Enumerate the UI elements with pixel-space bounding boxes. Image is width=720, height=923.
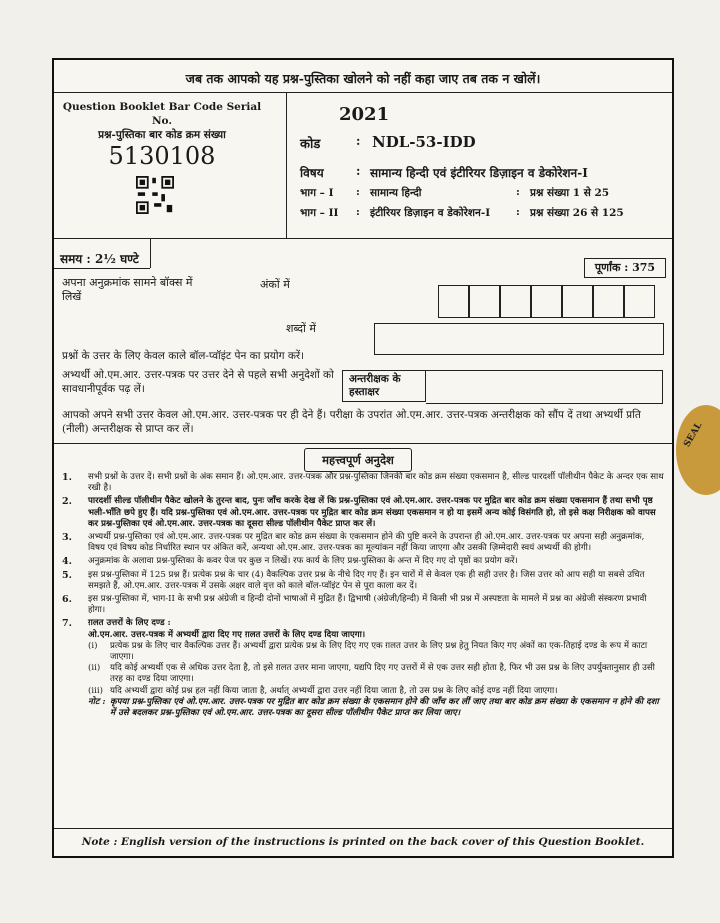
divider — [286, 92, 287, 238]
roll-digit-box[interactable] — [438, 285, 469, 318]
roll-digit-box[interactable] — [593, 285, 624, 318]
question-booklet-cover — [52, 58, 674, 858]
roll-words-box[interactable] — [374, 323, 664, 355]
colon: : — [356, 164, 361, 178]
divider — [54, 828, 672, 829]
instruction-item: 7. ग़लत उत्तरों के लिए दण्ड : ओ.एम.आर. उत्तर-पत्रक में अभ्यर्थी द्वारा दिए गए ग़लत उत्तरों के लिए दण्ड दिया जाएगा। (i) प्रत्येक प्रश्न के लिए चार वैकल्पिक उत्तर हैं। अभ्यर्थी द्वारा प्रत्येक प्रश्न के लिए दिए गए एक ग़लत उत्तर के लिए प्रश्न हेतु नियत किए गए अंकों का एक-तिहाई दण्ड के रूप में काटा जाएगा। (ii) यदि कोई अभ्यर्थी एक से अधिक उत्तर देता है, तो इसे ग़लत उत्तर माना जाएगा, यद्यपि दिए गए उत्तरों में से एक उत्तर सही होता है, फिर भी उस प्रश्न के लिए उपर्युक्तानुसार ही उसी तरह का दण्ड दिया जाएगा। (iii) यदि अभ्यर्थी द्वारा कोई प्रश्न हल नहीं किया जाता है, अर्थात् अभ्यर्थी द्वारा उत्तर नहीं दिया जाता है, तो उस प्रश्न के लिए कोई दण्ड नहीं दिया जाएगा। नोट : कृपया प्रश्न-पुस्तिका एवं ओ.एम.आर. उत्तर-पत्रक पर मुद्रित बार कोड क्रम संख्या के एकसमान होने की जाँच कर लीं जाए तथा बार कोड क्रम संख्या के एकसमान न होने की दशा में उसे बदलकर प्रश्न-पुस्तिका एवं ओ.एम.आर. उत्तर-पत्रक का दूसरा सील्ड पॉलीथीन पैकेट प्राप्त कर लिया जाए। — [60, 618, 664, 719]
part2-value: इंटीरियर डिज़ाइन व डेकोरेशन-I — [370, 207, 491, 219]
seal-text: SEAL — [682, 420, 705, 450]
omr-submit-note: आपको अपने सभी उत्तर केवल ओ.एम.आर. उत्तर-पत्रक पर ही देने हैं। परीक्षा के उपरांत ओ.एम.आर. उत्तर-पत्रक अन्तरीक्षक को सौंप दें तथा अभ्यर्थी प्रति (नीली) अन्तरीक्षक से प्राप्त कर लें। — [62, 409, 641, 435]
roll-digit-box[interactable] — [624, 285, 655, 318]
note-block: नोट : कृपया प्रश्न-पुस्तिका एवं ओ.एम.आर. उत्तर-पत्रक पर मुद्रित बार कोड क्रम संख्या के एकसमान होने की जाँच कर लीं जाए तथा बार कोड क्रम संख्या के एकसमान न होने की दशा में उसे बदलकर प्रश्न-पुस्तिका एवं ओ.एम.आर. उत्तर-पत्रक का दूसरा सील्ड पॉलीथीन पैकेट प्राप्त कर लिया जाए। — [88, 696, 659, 719]
instruction-item: 1. सभी प्रश्नों के उत्तर दें। सभी प्रश्नों के अंक समान हैं। ओ.एम.आर. उत्तर-पत्रक और प्रश्न-पुस्तिका जिनकी बार कोड क्रम संख्या एकसमान है, सील्ड पारदर्शी पॉलीथीन पैकेट के अन्दर एक साथ रखी है। — [62, 472, 664, 494]
penalty-intro: ओ.एम.आर. उत्तर-पत्रक में अभ्यर्थी द्वारा दिए गए ग़लत उत्तरों के लिए दण्ड दिया जाएगा। — [88, 629, 366, 640]
instruction-item: 4. अनुक्रमांक के अलावा प्रश्न-पुस्तिका के कवर पेज पर कुछ न लिखें। रफ कार्य के लिए प्रश्न-पुस्तिका के अन्त में दिए गए दो पृष्ठों का प्रयोग करें। — [62, 556, 518, 568]
pen-note: प्रश्नों के उत्तर के लिए केवल काले बॉल-प्वॉइंट पेन का प्रयोग करें। — [62, 350, 305, 362]
barcode-heading — [62, 100, 262, 142]
colon: : — [356, 186, 360, 198]
divider — [54, 268, 150, 269]
instruction-item: 2. पारदर्शी सील्ड पॉलीथीन पैकेट खोलने के तुरन्त बाद, पुनः जाँच करके देख लें कि प्रश्न-पुस्तिका एवं ओ.एम.आर. उत्तर-पत्रक पर मुद्रित बार कोड क्रम संख्या एकसमान हैं तथा सभी पृष्ठ भली-भाँति छपे हुए हैं। यदि प्रश्न-पुस्तिका एवं ओ.एम.आर. उत्तर-पत्रक पर मुद्रित बार कोड क्रम संख्या एकसमान न हो या इसमें अन्य कोई विसंगति हो, तो इसे कक्ष निरीक्षक को वापस कर प्रश्न-पुस्तिका एवं ओ.एम.आर. उत्तर-पत्रक का दूसरा सील्ड पॉलीथीन पैकेट प्राप्त कर लें। — [62, 496, 656, 529]
colon: : — [356, 206, 360, 218]
code-value: NDL-53-IDD — [372, 133, 476, 151]
divider — [150, 238, 151, 268]
qr-code-icon — [136, 176, 174, 214]
subject-value: सामान्य हिन्दी एवं इंटीरियर डिज़ाइन व डेकोरेशन-I — [370, 166, 588, 180]
colon: : — [356, 134, 361, 148]
part2-label: भाग – II — [300, 207, 339, 219]
exam-year: 2021 — [339, 104, 390, 125]
time-allowed: समय : 2½ घण्टे — [60, 252, 139, 266]
colon: : — [516, 186, 520, 198]
roll-number-prompt: अपना अनुक्रमांक सामने बॉक्स में लिखें — [62, 276, 193, 303]
part2-range: प्रश्न संख्या 26 से 125 — [530, 207, 624, 219]
instruction-item: 5. इस प्रश्न-पुस्तिका में 125 प्रश्न हैं। प्रत्येक प्रश्न के चार (4) वैकल्पिक उत्तर प्रश्न के नीचे दिए गए हैं। इन चारों में से केवल एक ही सही उत्तर है। जिस उत्तर को आप सही या सबसे उचित समझते हैं, ओ.एम.आर. उत्तर-पत्रक में उसके अक्षर वाले वृत्त को काले बॉल-प्वॉइंट पेन से पूरा काला कर दें। — [62, 569, 645, 591]
seal-sticker — [676, 405, 720, 495]
barcode-heading-en: Question Booklet Bar Code Serial No. — [62, 101, 262, 127]
part1-range: प्रश्न संख्या 1 से 25 — [530, 187, 610, 199]
penalty-item: (i) प्रत्येक प्रश्न के लिए चार वैकल्पिक उत्तर हैं। अभ्यर्थी द्वारा प्रत्येक प्रश्न के लिए दिए गए एक ग़लत उत्तर के लिए प्रश्न हेतु नियत किए गए अंकों का एक-तिहाई दण्ड के रूप में काटा जाएगा। — [88, 640, 648, 663]
in-words-label: शब्दों में — [286, 322, 316, 335]
part1-value: सामान्य हिन्दी — [370, 187, 422, 199]
part1-label: भाग – I — [300, 187, 334, 199]
invigilator-signature-label: अन्तरीक्षक के हस्ताक्षर — [342, 370, 426, 402]
in-digits-label: अंकों में — [260, 278, 290, 291]
roll-digit-box[interactable] — [562, 285, 593, 318]
instructions-list — [60, 472, 664, 721]
serial-number: 5130108 — [108, 142, 216, 170]
instruction-item: 6. इस प्रश्न-पुस्तिका में, भाग-II के सभी प्रश्न अंग्रेजी व हिन्दी दोनों भाषाओं में मुद्रित हैं। द्विभाषी (अंग्रेजी/हिन्दी) में किसी भी प्रश्न में अस्पष्टता के मामले में प्रश्न का अंग्रेजी संस्करण प्रभावी होगा। — [62, 594, 647, 616]
omr-read-note: अभ्यर्थी ओ.एम.आर. उत्तर-पत्रक पर उत्तर देने से पहले सभी अनुदेशों को सावधानीपूर्वक पढ़ लें। — [62, 369, 334, 395]
penalty-item: (iii) यदि अभ्यर्थी द्वारा कोई प्रश्न हल नहीं किया जाता है, अर्थात् अभ्यर्थी द्वारा उत्तर नहीं दिया जाता है, तो उस प्रश्न के लिए कोई दण्ड नहीं दिया जाएगा। — [88, 685, 558, 696]
instructions-title: महत्त्वपूर्ण अनुदेश — [304, 448, 412, 472]
invigilator-signature-box[interactable] — [426, 370, 663, 404]
divider — [54, 443, 672, 444]
do-not-open-notice: जब तक आपको यह प्रश्न-पुस्तिका खोलने को नहीं कहा जाए तब तक न खोलें। — [185, 71, 541, 86]
subject-label: विषय — [300, 166, 324, 180]
divider — [54, 238, 672, 239]
colon: : — [516, 206, 520, 218]
roll-digit-box[interactable] — [469, 285, 500, 318]
instruction-item: 3. अभ्यर्थी प्रश्न-पुस्तिका एवं ओ.एम.आर. उत्तर-पत्रक पर मुद्रित बार कोड क्रम संख्या के एकसमान होने की पुष्टि करने के उपरान्त ही ओ.एम.आर. उत्तर-पत्रक पर अपना सही अनुक्रमांक, विषय एवं विषय कोड निर्धारित स्थान पर अंकित करें, अन्यथा ओ.एम.आर. उत्तर-पत्रक का मूल्यांकन नहीं किया जाएगा और उसकी ज़िम्मेदारी स्वयं अभ्यर्थी की होगी। — [62, 532, 645, 554]
roll-digit-box[interactable] — [531, 285, 562, 318]
max-marks: पूर्णांक : 375 — [584, 258, 666, 278]
roll-digit-box[interactable] — [500, 285, 531, 318]
code-label: कोड — [300, 137, 321, 152]
english-version-note: Note : English version of the instructions is printed on the back cover of this Question Booklet. — [81, 836, 645, 848]
divider — [54, 92, 672, 93]
penalty-item: (ii) यदि कोई अभ्यर्थी एक से अधिक उत्तर देता है, तो इसे ग़लत उत्तर माना जाएगा, यद्यपि दिए गए उत्तरों में से एक उत्तर सही होता है, फिर भी उस प्रश्न के लिए उपर्युक्तानुसार ही उसी तरह का दण्ड दिया जाएगा। — [88, 663, 655, 685]
barcode-heading-hi: प्रश्न-पुस्तिका बार कोड क्रम संख्या — [98, 129, 226, 141]
